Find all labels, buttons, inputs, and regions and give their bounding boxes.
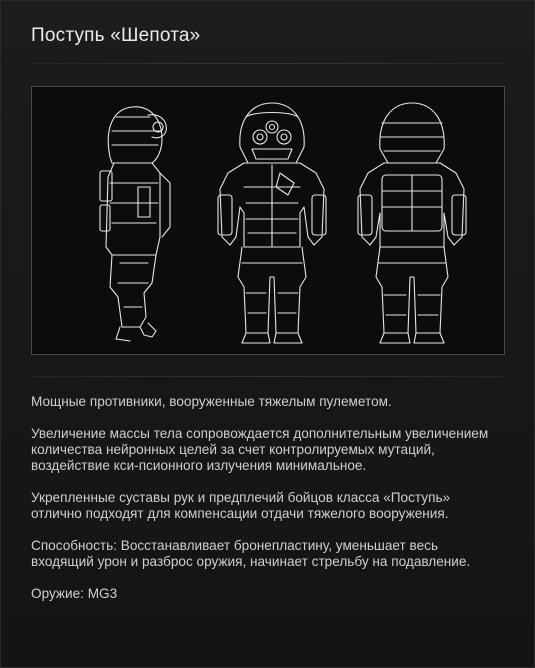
back-view-figure — [358, 103, 466, 343]
description — [31, 394, 501, 618]
desc-paragraph-3: Укрепленные суставы рук и предплечий бойцов класса «Поступь» отлично подходят для компенсации отдачи тяжелого вооружения. — [31, 490, 451, 521]
side-view-figure — [100, 107, 170, 341]
armor-blueprint-image — [31, 86, 505, 355]
front-view-figure — [218, 103, 326, 343]
desc-paragraph-1: Мощные противники, вооруженные тяжелым пулеметом. — [31, 394, 392, 409]
title-divider — [31, 63, 504, 64]
desc-paragraph-2: Увеличение массы тела сопровождается дополнительным увеличением количества нейронных целей за счет контролируемых мутаций, воздействие кси-псионного излучения минимальное. — [31, 426, 489, 473]
image-divider — [31, 376, 504, 377]
desc-weapon: Оружие: MG3 — [31, 586, 118, 601]
panel-title: Поступь «Шепота» — [31, 25, 201, 46]
desc-ability: Способность: Восстанавливает бронепластину, уменьшает весь входящий урон и разброс оружия, начинает стрельбу на подавление. — [31, 538, 471, 569]
